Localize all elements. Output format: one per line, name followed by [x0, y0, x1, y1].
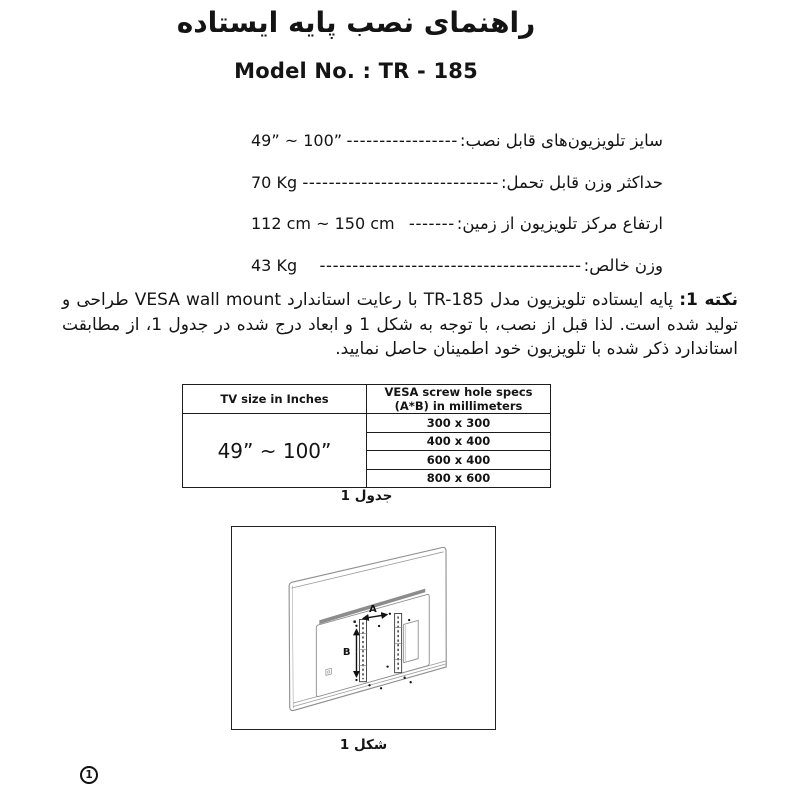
- model-number: Model No. : TR - 185: [234, 59, 478, 83]
- tv-back-illustration: [232, 527, 495, 729]
- spec-separator: :: [456, 214, 463, 234]
- figure-1-tv-back-diagram: [231, 526, 496, 730]
- figure-caption: شکل 1: [339, 737, 388, 753]
- spec-list: [251, 120, 663, 286]
- vesa-spec-cell: 800 x 600: [367, 469, 551, 488]
- spec-row-max-weight: [251, 162, 663, 204]
- table-caption: جدول 1: [340, 488, 393, 504]
- vent-square: [326, 668, 332, 675]
- header-tv-size: TV size in Inches: [183, 385, 367, 414]
- page-number: 1: [85, 768, 93, 781]
- spec-label: وزن خالص: [589, 255, 663, 275]
- spec-separator: :: [500, 172, 507, 192]
- screw-dot: [355, 679, 357, 681]
- page-number-badge: [80, 766, 98, 784]
- screw-dot: [386, 665, 388, 667]
- label-a: A: [369, 603, 377, 615]
- vesa-spec-cell: 600 x 400: [367, 451, 551, 470]
- spec-dash-leader: -----------------: [346, 131, 458, 151]
- screw-dot: [368, 684, 370, 686]
- spec-row-net-weight: [251, 245, 663, 287]
- screw-dot: [389, 613, 391, 615]
- screw-square: [353, 620, 355, 622]
- screw-dot: [380, 687, 382, 689]
- vesa-spec-cell: 300 x 300: [367, 414, 551, 433]
- note-paragraph: [62, 288, 738, 362]
- tv-size-cell: 49” ~ 100”: [183, 414, 367, 488]
- spec-dash-leader: ----------------------------------------: [319, 255, 582, 275]
- screw-dot: [404, 677, 406, 679]
- screw-dot: [355, 625, 357, 627]
- header-vesa-specs: VESA screw hole specs (A*B) in millimeters: [367, 385, 551, 414]
- screw-dot: [408, 619, 410, 621]
- spec-row-tv-size: [251, 120, 663, 162]
- label-b: B: [342, 647, 351, 659]
- spec-separator: :: [459, 131, 466, 151]
- screw-dot: [378, 625, 380, 627]
- page-title: راهنمای نصب پایه ایستاده: [176, 6, 536, 39]
- spec-value: 112 cm ~ 150 cm: [251, 214, 395, 234]
- table-row: [183, 414, 551, 433]
- spec-label: سایز تلویزیون‌های قابل نصب: [465, 131, 663, 151]
- note-lead: نکته 1:: [679, 290, 739, 310]
- spec-label: ارتفاع مرکز تلویزیون از زمین: [462, 214, 663, 234]
- screw-dot: [410, 681, 412, 683]
- spec-dash-leader: -------: [408, 214, 455, 234]
- vesa-spec-table: [182, 384, 551, 488]
- table-header-row: [183, 385, 551, 414]
- vesa-spec-cell: 400 x 400: [367, 432, 551, 451]
- note-body: پایه ایستاده تلویزیون مدل TR-185 با رعایت استاندارد VESA wall mount طراحی و تولید شده است. لذا قبل از نصب، با توجه به شکل 1 و ابعاد درج شده در جدول 1، از مطابقت استاندارد ذکر شده با تلویزیون خود اطمینان حاصل نمایید.: [62, 290, 739, 359]
- spec-separator: :: [583, 255, 590, 275]
- spec-value: 49” ~ 100”: [251, 131, 343, 151]
- spec-value: 43 Kg: [251, 255, 298, 275]
- spec-row-height: [251, 203, 663, 245]
- spec-value: 70 Kg: [251, 172, 298, 192]
- spec-label: حداکثر وزن قابل تحمل: [506, 172, 663, 192]
- spec-dash-leader: ------------------------------: [302, 172, 499, 192]
